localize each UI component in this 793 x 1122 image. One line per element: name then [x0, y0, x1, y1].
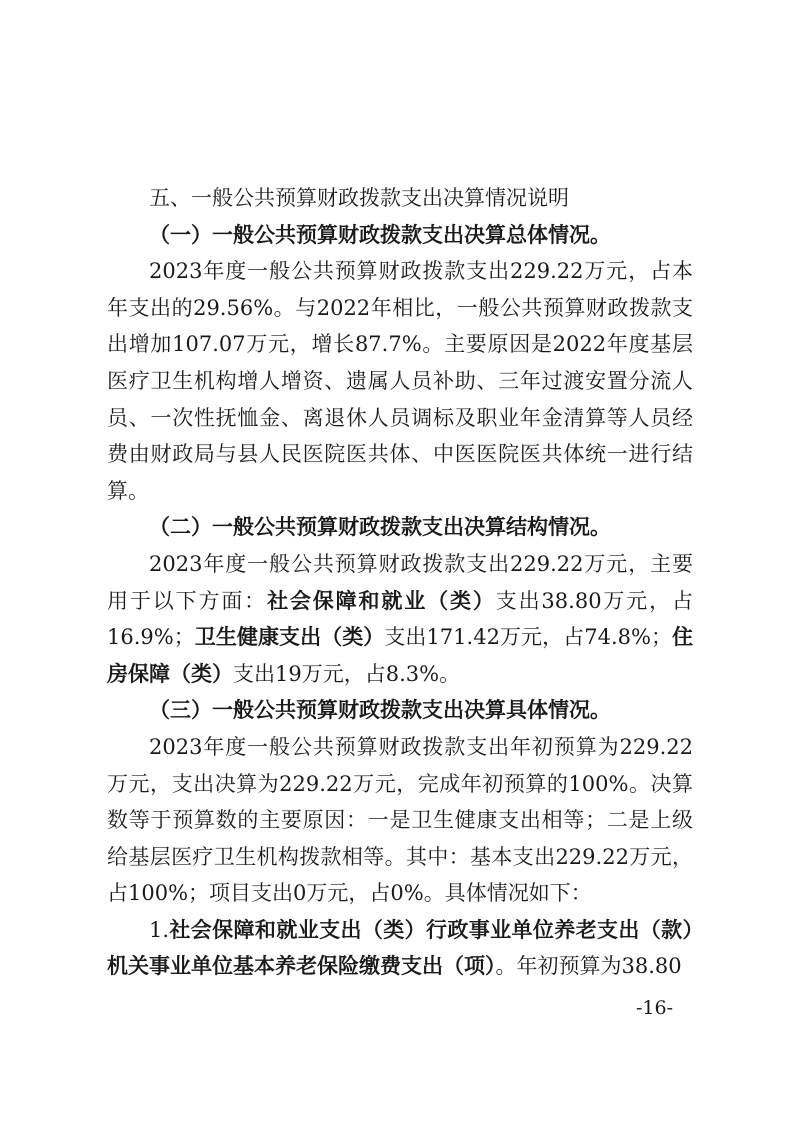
- housing-label: 住房保障（类）: [107, 625, 694, 686]
- health-label: 卫生健康支出（类）: [194, 625, 385, 650]
- item-1: [107, 912, 693, 985]
- subsection-3-heading: （三）一般公共预算财政拨款支出决算具体情况。: [149, 698, 611, 723]
- page-number: -16-: [636, 997, 674, 1019]
- subsection-2-heading: （二）一般公共预算财政拨款支出决算结构情况。: [149, 515, 611, 540]
- subsection-1-heading: （一）一般公共预算财政拨款支出决算总体情况。: [149, 222, 611, 247]
- health-text: 支出171.42万元，占74.8%；: [384, 625, 672, 650]
- section-heading: 五、一般公共预算财政拨款支出决算情况说明: [149, 186, 569, 210]
- housing-text: 支出19万元，占8.3%。: [233, 661, 461, 686]
- content: [107, 180, 693, 985]
- subsection-2-body: [107, 546, 693, 692]
- social-security-label: 社会保障和就业（类）: [267, 588, 496, 613]
- item-title: 社会保障和就业支出（类）行政事业单位养老支出（款）机关事业单位基本养老保险缴费支出（项）: [107, 917, 693, 979]
- item-number: 1.: [149, 917, 170, 942]
- subsection-3-body: 2023年度一般公共预算财政拨款支出年初预算为229.22万元，支出决算为229.22万元，完成年初预算的100%。决算数等于预算数的主要原因：一是卫生健康支出相等；二是上级给基层医疗卫生机构拨款相等。其中：基本支出229.22万元，占100%；项目支出0万元，占0%。具体情况如下：: [107, 734, 693, 906]
- structure-intro: 2023年度一般公共预算财政拨款支出229.22万元，主要用于以下方面：: [107, 551, 693, 613]
- social-security-text: 支出38.80万元，占16.9%；: [107, 588, 694, 650]
- item-text: 。年初预算为38.80: [495, 954, 682, 979]
- subsection-1-body: 2023年度一般公共预算财政拨款支出229.22万元，占本年支出的29.56%。与2022年相比，一般公共预算财政拨款支出增加107.07万元，增长87.7%。主要原因是2022年度基层医疗卫生机构增人增资、遗属人员补助、三年过渡安置分流人员、一次性抚恤金、离退休人员调标及职业年金清算等人员经费由财政局与县人民医院医共体、中医医院医共体统一进行结算。: [107, 259, 693, 503]
